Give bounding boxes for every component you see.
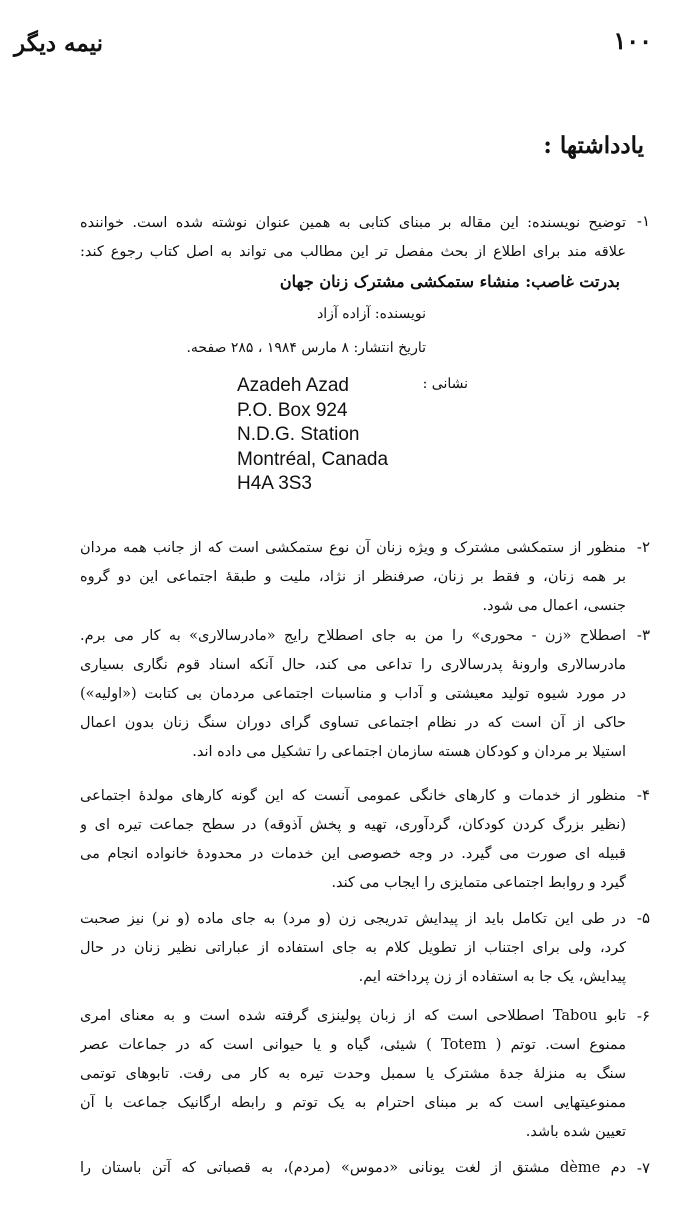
- note-5: [80, 905, 626, 992]
- note-line: بر همه زنان، و فقط بر زنان، صرفنظر از نژاد، ملیت و طبقهٔ اجتماعی این دو گروه: [80, 569, 626, 585]
- note-line: توضیح نویسنده: این مقاله بر مبنای کتابی به همین عنوان نوشته شده است. خواننده: [80, 215, 626, 231]
- page-number: ۱۰۰: [613, 26, 652, 55]
- publish-line: تاریخ انتشار: ۸ مارس ۱۹۸۴ ، ۲۸۵ صفحه.: [186, 340, 426, 356]
- note-line: تعیین شده باشد.: [525, 1124, 626, 1140]
- address-line: Montréal, Canada: [237, 448, 389, 470]
- note-line: مادرسالاری وارونهٔ پدرسالاری را تداعی می کند، حال آنکه اسناد قوم نگاری بسیاری: [80, 657, 626, 673]
- note-line: ممنوعیتهایی است که بر مبنای احترام به یک توتم و رابطه ارگانیک جماعت با آن: [80, 1095, 626, 1111]
- note-number: ۳-: [636, 626, 650, 644]
- address-line: N.D.G. Station: [237, 424, 360, 445]
- note-line: در مورد شیوه تولید معیشتی و آداب و مناسبات اجتماعی مردمان بی کتابت («اولیه»): [80, 686, 626, 702]
- note-1: [80, 209, 626, 267]
- note-number: ۴-: [636, 786, 650, 804]
- address-label: نشانی :: [422, 376, 468, 392]
- note-2: [80, 534, 626, 621]
- note-line: حاکی از آن است که در نظام اجتماعی تساوی گرای دوران سنگ زنان بدون اعمال: [80, 715, 626, 731]
- note-line: گیرد و روابط اجتماعی متمایزی را ایجاب می کند.: [331, 875, 626, 891]
- address-line: H4A 3S3: [237, 473, 312, 494]
- note-number: ۱-: [636, 212, 650, 230]
- address-line: P.O. Box 924: [237, 399, 348, 421]
- journal-title: نیمه دیگر: [14, 30, 104, 57]
- author-line: نویسنده: آزاده آزاد: [317, 306, 426, 322]
- note-line: اصطلاح «زن - محوری» را من به جای اصطلاح رایج «مادرسالاری» به کار می برم.: [80, 628, 626, 644]
- note-line: در طی این تکامل باید از پیدایش تدریجی زن (و مرد) به جای ماده (و نر) نیز صحبت: [80, 911, 626, 927]
- note-line: منظور از ستمکشی مشترک و ویژه زنان آن نوع ستمکشی است که از جانب همه مردان: [80, 540, 626, 556]
- note-number: ۷-: [636, 1159, 650, 1177]
- note-4: [80, 782, 626, 898]
- book-title: بدرتت غاصب: منشاء ستمکشی مشترک زنان جهان: [279, 272, 620, 291]
- note-3: [80, 622, 626, 767]
- note-line: علاقه مند برای اطلاع از بحث مفصل تر این مطالب می تواند به اصل کتاب رجوع کند:: [80, 244, 626, 260]
- note-line: پیدایش، یک جا به استفاده از زن پرداخته ایم.: [358, 969, 626, 985]
- note-line: قبیله ای صورت می گیرد. در وجه خصوصی این خدمات در محدودهٔ خانواده انجام می: [80, 846, 626, 862]
- note-line: دم dème مشتق از لغت یونانی «دموس» (مردم)، به قصباتی که آتن باستان را: [80, 1160, 626, 1176]
- note-number: ۲-: [636, 538, 650, 556]
- note-number: ۵-: [636, 909, 650, 927]
- note-line: استیلا بر مردان و کودکان هسته سازمان اجتماعی را تشکیل می داده اند.: [192, 744, 626, 760]
- note-line: منظور از خدمات و کارهای خانگی عمومی آنست که این گونه کارهای مولدهٔ اجتماعی: [80, 788, 626, 804]
- note-line: (نظیر بزرگ کردن کودکان، گردآوری، تهیه و پخش آذوقه) در سطح جماعت تیره ای و: [80, 817, 626, 833]
- note-line: جنسی، اعمال می شود.: [482, 598, 626, 614]
- address-block: [237, 374, 388, 497]
- notes-heading: یادداشتها :: [543, 132, 644, 159]
- note-line: سنگ به منزلهٔ جدهٔ مشترک یا سمبل وحدت تیره به کار می رفت. تابوهای توتمی: [80, 1066, 626, 1082]
- note-line: ممنوع است. توتم ( Totem ) شیئی، گیاه و یا حیوانی است که در جماعات عصر: [80, 1037, 626, 1053]
- address-line: Azadeh Azad: [237, 375, 349, 396]
- note-7: [80, 1154, 626, 1183]
- note-6: [80, 1002, 626, 1147]
- note-line: تابو Tabou اصطلاحی است که از زبان پولینزی گرفته شده است و به معنای امری: [80, 1008, 626, 1024]
- note-number: ۶-: [636, 1007, 650, 1025]
- note-line: کرد، ولی برای اجتناب از تطویل کلام به جای استفاده از عباراتی نظیر زنان در حال: [80, 940, 626, 956]
